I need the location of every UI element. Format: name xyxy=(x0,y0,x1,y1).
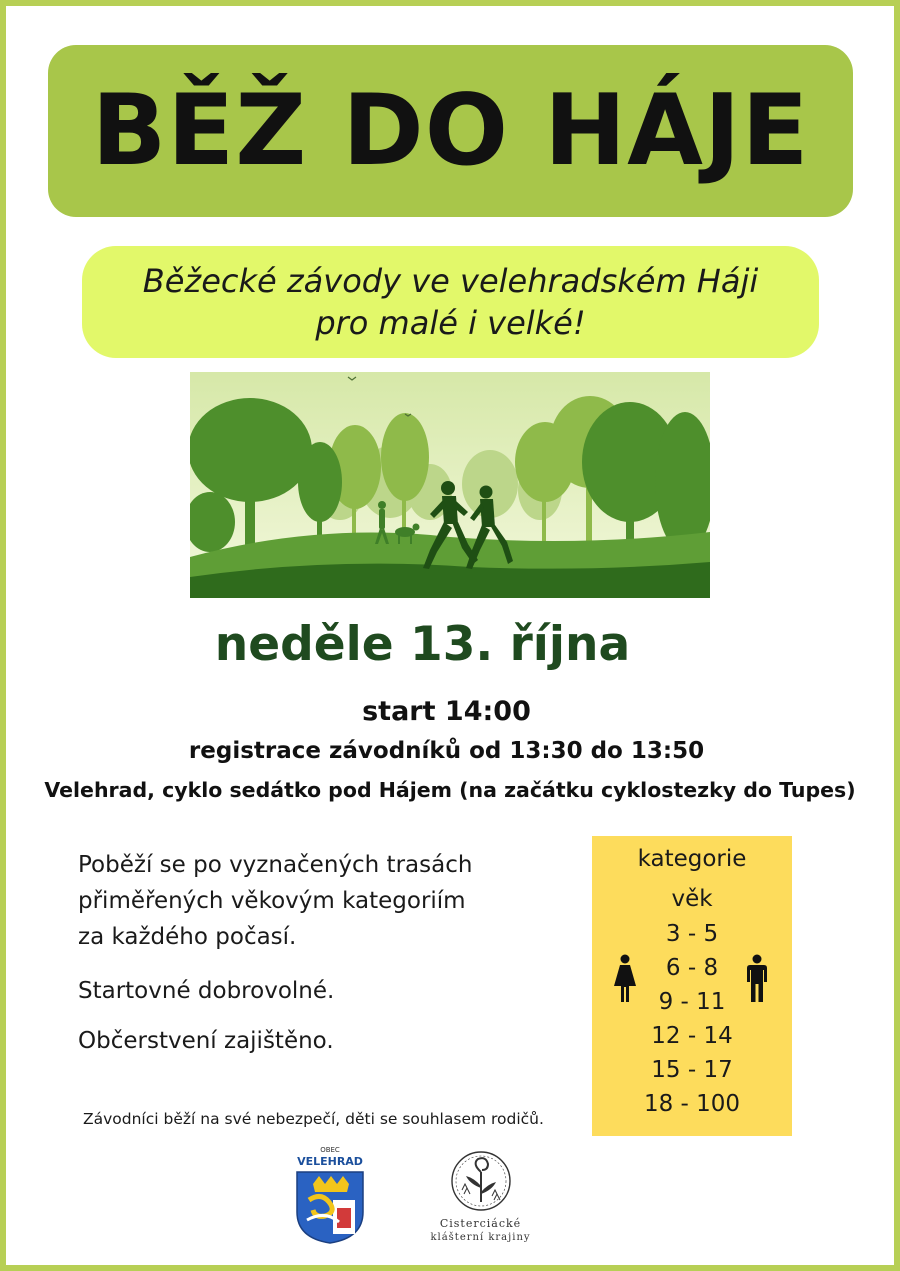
category-range: 18 - 100 xyxy=(643,1091,741,1117)
info-line-3: za každého počasí. xyxy=(78,924,297,950)
info-line-2: přiměřených věkovým kategoriím xyxy=(78,888,466,914)
poster-title: BĚŽ DO HÁJE xyxy=(91,74,810,188)
disclaimer: Závodníci běží na své nebezpečí, děti se souhlasem rodičů. xyxy=(83,1110,544,1128)
subtitle-banner xyxy=(82,246,819,358)
subtitle-line-1: Běžecké závody ve velehradském Háji xyxy=(142,262,759,300)
category-range: 3 - 5 xyxy=(665,921,719,947)
category-range: 15 - 17 xyxy=(651,1057,733,1083)
category-heading: kategorie xyxy=(637,846,747,872)
velehrad-logo-name: VELEHRAD xyxy=(297,1155,363,1168)
start-time: start 14:00 xyxy=(362,696,531,727)
category-range: 9 - 11 xyxy=(658,989,726,1015)
registration-time: registrace závodníků od 13:30 do 13:50 xyxy=(188,738,705,764)
subtitle-line-2: pro malé i velké! xyxy=(315,304,586,342)
woman-icon xyxy=(612,954,638,1004)
info-fee: Startovné dobrovolné. xyxy=(78,978,335,1004)
category-range: 6 - 8 xyxy=(665,955,719,981)
category-subheading: věk xyxy=(671,886,713,912)
runners-forest-illustration xyxy=(190,372,710,598)
event-location: Velehrad, cyklo sedátko pod Hájem (na začátku cyklostezky do Tupes) xyxy=(44,778,856,802)
cistercian-logo-line-1: Cisterciácké xyxy=(439,1217,522,1230)
man-icon xyxy=(745,954,769,1004)
title-banner xyxy=(48,45,853,217)
info-line-1: Poběží se po vyznačených trasách xyxy=(78,852,473,878)
event-date: neděle 13. října xyxy=(214,617,631,672)
category-panel xyxy=(592,836,792,1136)
category-range: 12 - 14 xyxy=(651,1023,733,1049)
cistercian-landscapes-logo-icon xyxy=(450,1150,512,1212)
velehrad-coat-of-arms-icon xyxy=(295,1170,365,1245)
cistercian-logo-line-2: klášterní krajiny xyxy=(430,1232,531,1243)
info-refreshments: Občerstvení zajištěno. xyxy=(78,1028,334,1054)
velehrad-logo-small-text: OBEC xyxy=(320,1146,340,1154)
